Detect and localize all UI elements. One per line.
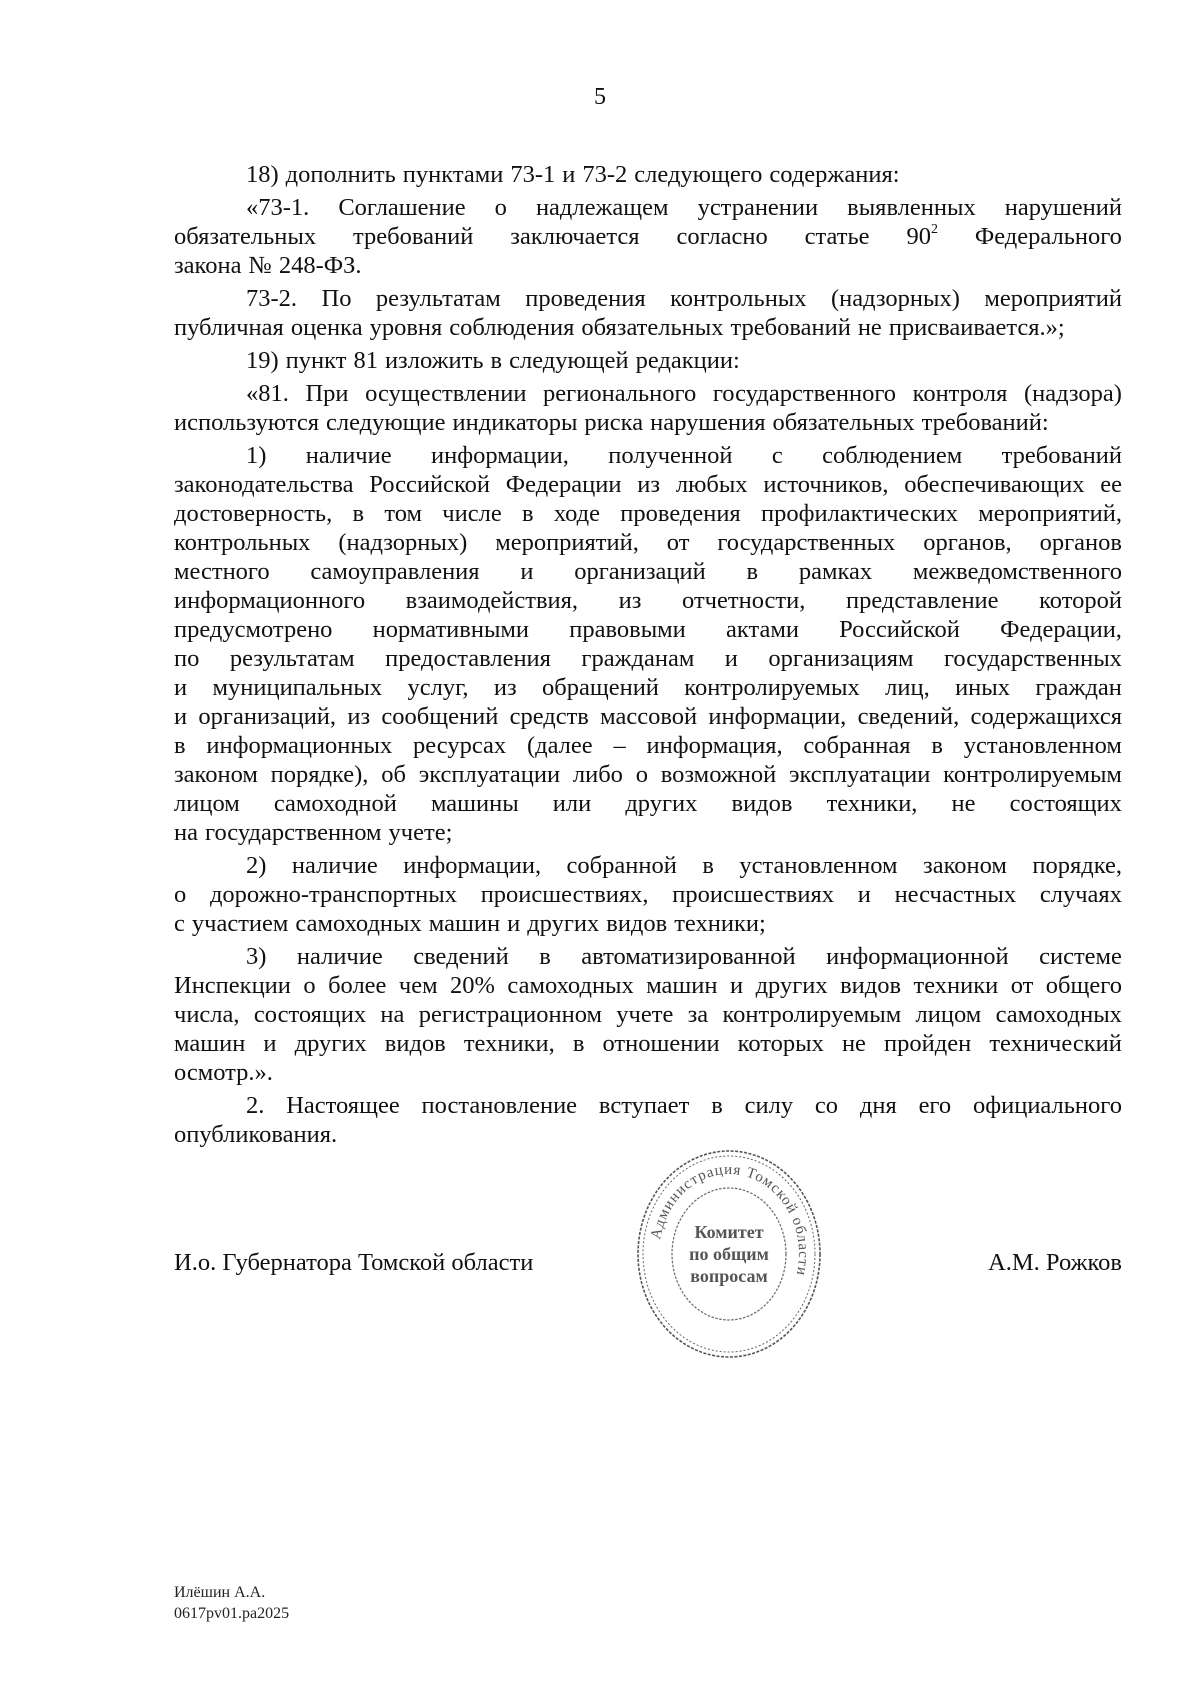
- signatory-position: И.о. Губернатора Томской области: [174, 1249, 534, 1276]
- text-line: на государственном учете;: [174, 819, 453, 846]
- text-line: опубликования.: [174, 1121, 338, 1148]
- text-line: достоверность, в том числе в ходе проведения профилактических мероприятий,: [174, 500, 1122, 527]
- text-line: осмотр.».: [174, 1059, 273, 1086]
- footer-author: Илёшин А.А.: [174, 1584, 266, 1601]
- footer: [174, 1582, 289, 1624]
- page-number: 5: [594, 84, 606, 110]
- text-line: закона № 248-ФЗ.: [174, 252, 362, 279]
- text-line: используются следующие индикаторы риска нарушения обязательных требований:: [174, 409, 1049, 436]
- stamp-line: по общим: [689, 1244, 769, 1264]
- text-line: 1) наличие информации, полученной с соблюдением требований: [246, 442, 1122, 469]
- text-line: местного самоуправления и организаций в рамках межведомственного: [174, 558, 1122, 585]
- text-line: и муниципальных услуг, из обращений контролируемых лиц, иных граждан: [174, 674, 1122, 701]
- text-line: машин и других видов техники, в отношении которых не пройден технический: [174, 1030, 1122, 1057]
- text-line: «81. При осуществлении регионального государственного контроля (надзора): [246, 380, 1122, 407]
- text-line: предусмотрено нормативными правовыми актами Российской Федерации,: [174, 616, 1122, 643]
- stamp-ring-text: Администрация Томской области: [648, 1161, 812, 1278]
- text-line: лицом самоходной машины или других видов техники, не состоящих: [174, 790, 1122, 817]
- text-line: 3) наличие сведений в автоматизированной информационной системе: [246, 943, 1122, 970]
- text-line: о дорожно-транспортных происшествиях, происшествиях и несчастных случаях: [174, 881, 1122, 908]
- text-line: обязательных требований заключается согласно статье $90^2$ Федерального: [174, 221, 1122, 250]
- text-line: законом порядке), об эксплуатации либо о возможной эксплуатации контролируемым: [174, 761, 1122, 788]
- text-line: публичная оценка уровня соблюдения обязательных требований не присваивается.»;: [174, 314, 1065, 341]
- text-line: числа, состоящих на регистрационном учете за контролируемым лицом самоходных: [174, 1001, 1122, 1028]
- signatory-name: А.М. Рожков: [988, 1249, 1122, 1276]
- stamp-line: Комитет: [694, 1222, 764, 1242]
- text-line: контрольных (надзорных) мероприятий, от государственных органов, органов: [174, 529, 1122, 556]
- text-line: с участием самоходных машин и других видов техники;: [174, 910, 766, 937]
- text-line: 18) дополнить пунктами 73-1 и 73-2 следующего содержания:: [246, 161, 900, 188]
- text-line: 2) наличие информации, собранной в установленном законом порядке,: [246, 852, 1122, 879]
- text-line: 19) пункт 81 изложить в следующей редакции:: [246, 347, 740, 374]
- text-line: и организаций, из сообщений средств массовой информации, сведений, содержащихся: [174, 703, 1122, 730]
- text-line: 73-2. По результатам проведения контрольных (надзорных) мероприятий: [246, 285, 1122, 312]
- official-stamp: [634, 1146, 824, 1362]
- text-line: информационного взаимодействия, из отчетности, представление которой: [174, 587, 1122, 614]
- stamp-line: вопросам: [690, 1266, 768, 1286]
- text-line: «73-1. Соглашение о надлежащем устранении выявленных нарушений: [246, 194, 1122, 221]
- footer-doc-code: 0617pv01.pa2025: [174, 1605, 290, 1622]
- text-line: 2. Настоящее постановление вступает в силу со дня его официального: [246, 1092, 1122, 1119]
- text-line: Инспекции о более чем 20% самоходных машин и других видов техники от общего: [174, 972, 1122, 999]
- text-line: по результатам предоставления гражданам и организациям государственных: [174, 645, 1122, 672]
- text-line: законодательства Российской Федерации из любых источников, обеспечивающих ее: [174, 471, 1122, 498]
- document-body: [174, 160, 1122, 1149]
- text-line: в информационных ресурсах (далее – информация, собранная в установленном: [174, 732, 1122, 759]
